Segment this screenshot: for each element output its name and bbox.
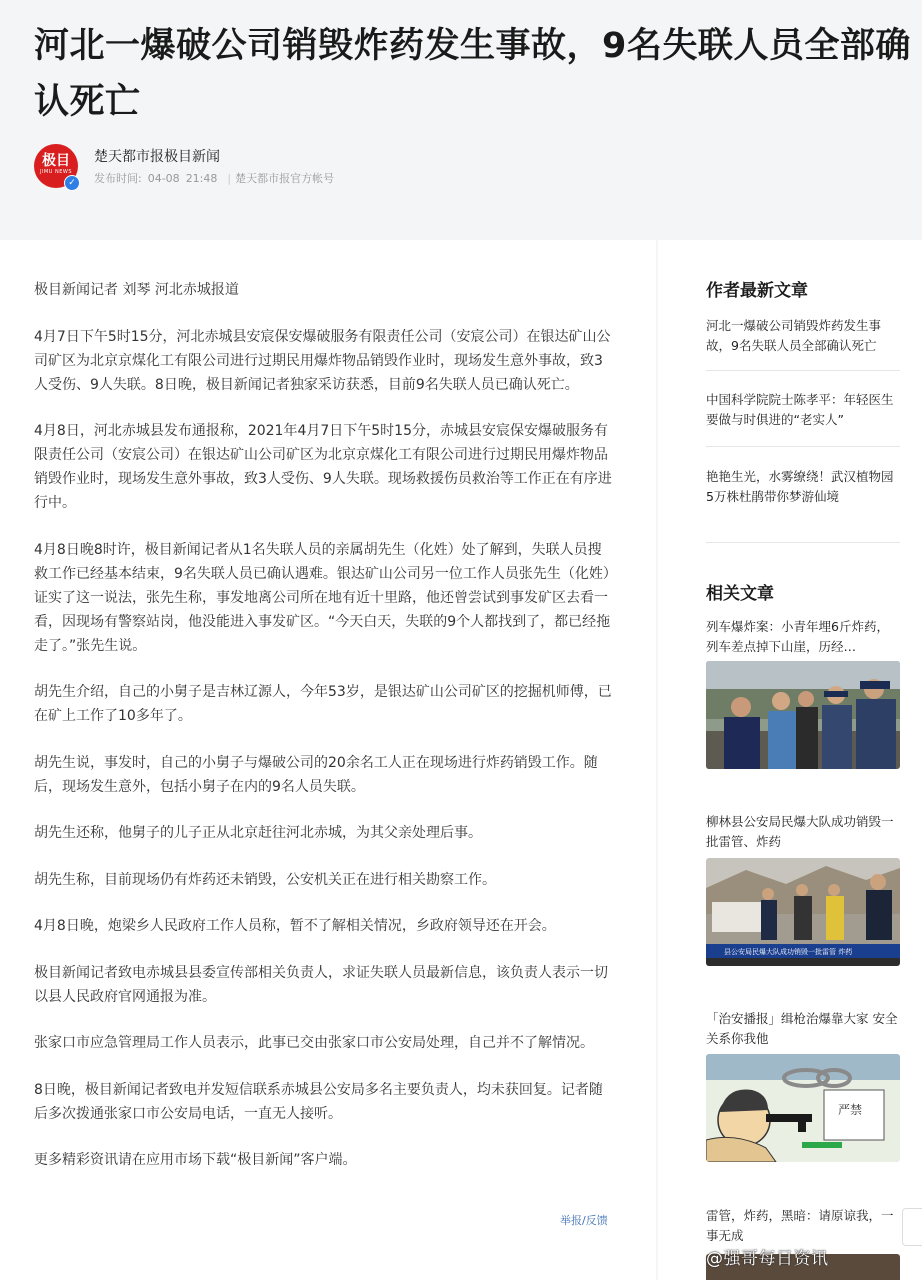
publish-label: 发布时间: — [94, 172, 142, 185]
verified-icon: ✓ — [64, 175, 80, 191]
scroll-to-top-button[interactable] — [902, 1208, 922, 1246]
article-paragraph: 极目新闻记者致电赤城县县委宣传部相关负责人，求证失联人员最新信息，该负责人表示一切以县人民政府官网通报为准。 — [34, 964, 608, 1005]
related-article-link[interactable]: 柳林县公安局民爆大队成功销毁一批雷管、炸药 — [706, 814, 894, 849]
article-main — [0, 240, 656, 1280]
article-paragraph: 张家口市应急管理局工作人员表示，此事已交由张家口市公安局处理，自己并不了解情况。 — [34, 1035, 594, 1051]
article-paragraph: 8日晚，极目新闻记者致电并发短信联系赤城县公安局多名主要负责人，均未获回复。记者随后多次拨通张家口市公安局电话，一直无人接听。 — [34, 1081, 603, 1122]
article-header — [0, 0, 922, 240]
article-body — [34, 278, 612, 1195]
divider — [706, 542, 900, 543]
latest-article-link[interactable]: 河北一爆破公司销毁炸药发生事故，9名失联人员全部确认死亡 — [706, 318, 882, 353]
article-paragraph: 4月7日下午5时15分，河北赤城县安宸保安爆破服务有限责任公司（安宸公司）在银达矿山公司矿区为北京京煤化工有限公司进行过期民用爆炸物品销毁作业时，现场发生意外事故，致3人受伤、9人失联。8日晚，极目新闻记者独家采访获悉，目前9名失联人员已确认死亡。 — [34, 328, 611, 393]
article-paragraph: 4月8日，河北赤城县发布通报称，2021年4月7日下午5时15分，赤城县安宸保安爆破服务有限责任公司（安宸公司）在银达矿山公司矿区为北京京煤化工有限公司进行过期民用爆炸物品销毁作业时，现场发生意外事故，致3人受伤、9人失联。现场救援伤员救治等工作正在有序进行中。 — [34, 423, 612, 511]
logo-subtext: JIMU NEWS — [39, 169, 73, 175]
related-thumbnail-cartoon[interactable] — [706, 1054, 900, 1162]
account-label: 楚天都市报官方帐号 — [235, 172, 335, 185]
watermark: @强哥每日资讯 — [706, 1249, 829, 1269]
publish-time: 21:48 — [185, 172, 218, 185]
divider — [706, 370, 900, 371]
divider — [706, 446, 900, 447]
related-article-link[interactable]: 「治安播报」缉枪治爆靠大家 安全关系你我他 — [706, 1011, 898, 1046]
related-article-link[interactable]: 列车爆炸案：小青年埋6斤炸药，列车差点掉下山崖，历经… — [706, 619, 889, 654]
sidebar — [658, 240, 922, 1280]
article-paragraph: 极目新闻记者 刘琴 河北赤城报道 — [34, 282, 239, 298]
report-feedback-link[interactable]: 举报/反馈 — [560, 1214, 608, 1227]
publish-date: 04-08 — [147, 172, 180, 185]
related-article-link[interactable]: 雷管，炸药，黑暗：请原谅我，一事无成 — [706, 1208, 894, 1243]
article-paragraph: 4月8日晚，炮梁乡人民政府工作人员称，暂不了解相关情况，乡政府领导还在开会。 — [34, 918, 556, 934]
article-paragraph: 胡先生介绍，自己的小舅子是吉林辽源人，今年53岁，是银达矿山公司矿区的挖掘机师傅，已在矿上工作了10多年了。 — [34, 684, 612, 724]
latest-article-link[interactable]: 中国科学院院士陈孝平：年轻医生要做与时俱进的“老实人” — [706, 392, 894, 427]
latest-articles-heading: 作者最新文章 — [706, 281, 808, 301]
article-paragraph: 胡先生还称，他舅子的儿子正从北京赶往河北赤城，为其父亲处理后事。 — [34, 825, 482, 841]
article-paragraph: 胡先生称，目前现场仍有炸药还未销毁，公安机关正在进行相关勘察工作。 — [34, 871, 496, 888]
article-paragraph: 更多精彩资讯请在应用市场下载“极目新闻”客户端。 — [34, 1152, 357, 1168]
article-paragraph: 4月8日晚8时许，极目新闻记者从1名失联人员的亲属胡先生（化姓）处了解到，失联人员搜救工作已经基本结束，9名失联人员已确认遇难。银达矿山公司另一位工作人员张先生（化姓）证实了这一说法，张先生称，事发地离公司所在地有近十里路，他还曾尝试到事发矿区去看一看，因现场有警察站岗，他没能进入事发矿区。“今天白天，失联的9个人都找到了，都已经拖走了。”张先生说。 — [34, 541, 611, 654]
thumbnail-caption-text: 县公安局民爆大队成功销毁一批雷管 炸药 — [724, 948, 853, 956]
logo-text: 极目 — [42, 153, 70, 169]
meta-divider: | — [227, 172, 232, 185]
article-paragraph: 胡先生说，事发时，自己的小舅子与爆破公司的20余名工人正在现场进行炸药销毁工作。随后，现场发生意外，包括小舅子在内的9名人员失联。 — [34, 754, 598, 795]
author-name[interactable]: 楚天都市报极目新闻 — [94, 149, 220, 165]
latest-article-link[interactable]: 艳艳生光，水雾缭绕！武汉植物园5万株杜鹃带你梦游仙境 — [706, 469, 894, 504]
related-thumbnail-police[interactable] — [706, 661, 900, 769]
related-articles-heading: 相关文章 — [706, 584, 774, 604]
related-thumbnail-explosives[interactable] — [706, 858, 900, 966]
thumbnail-sign-text: 严禁 — [838, 1103, 863, 1117]
page-title: 河北一爆破公司销毁炸药发生事故，9名失联人员全部确认死亡 — [34, 26, 911, 122]
article-meta — [94, 170, 340, 186]
